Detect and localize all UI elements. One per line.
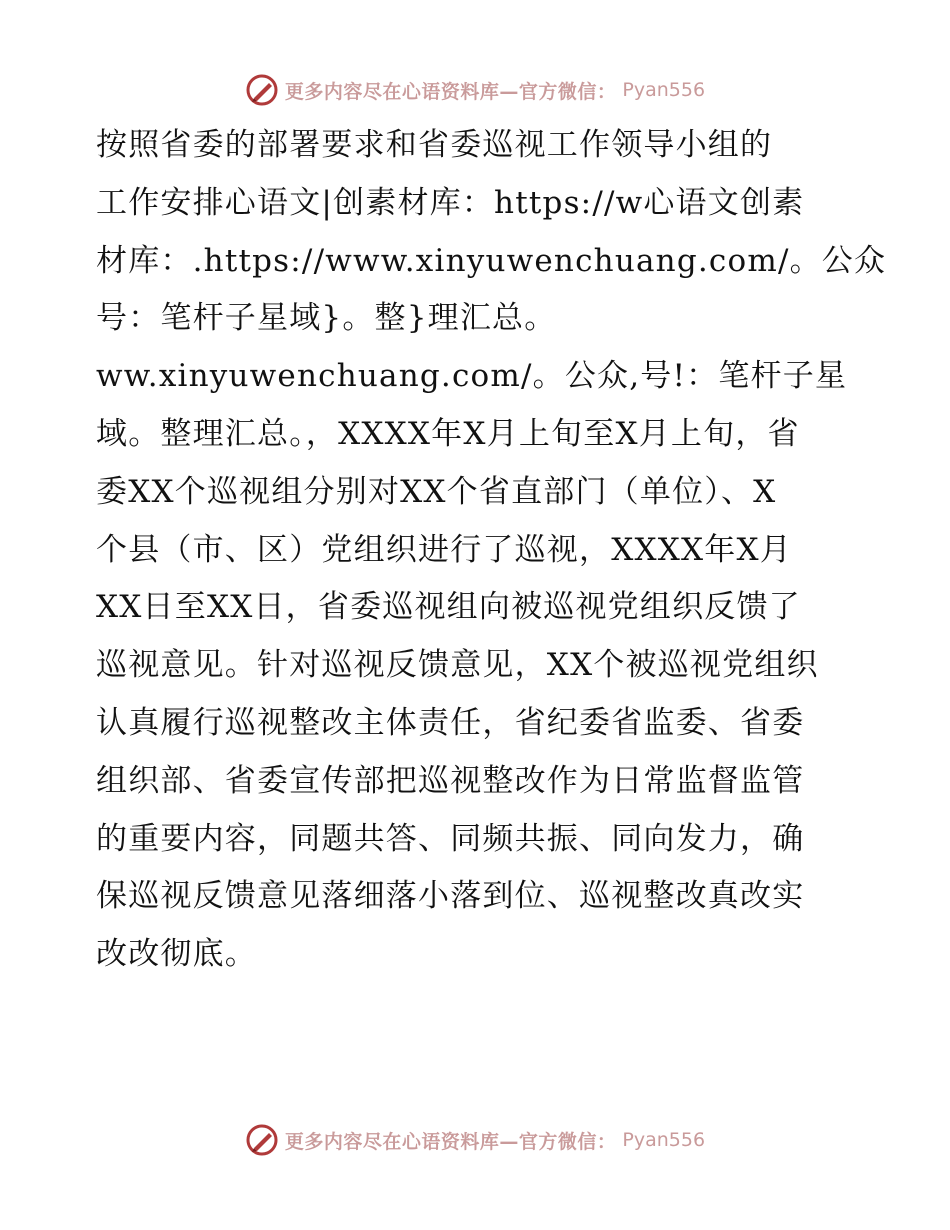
text-line: 按照省委的部署要求和省委巡视工作领导小组的 xyxy=(96,127,773,163)
header-account-id: Pyan556 xyxy=(622,79,706,101)
text-line: 认真履行巡视整改主体责任，省纪委省监委、省委 xyxy=(96,704,805,741)
text-line: 委XX个巡视组分别对XX个省直部门（单位）、X xyxy=(96,473,777,510)
header-banner-text: 更多内容尽在心语资料库—官方微信： xyxy=(284,80,617,103)
text-line: 材库：.https://www.xinyuwenchuang.com/。公众 xyxy=(96,242,887,279)
text-line: 的重要内容，同题共答、同频共振、同向发力，确 xyxy=(96,820,805,857)
document-body xyxy=(96,117,887,984)
pen-logo-icon xyxy=(245,73,279,107)
footer-account-id: Pyan556 xyxy=(622,1129,706,1151)
header-banner xyxy=(0,70,950,110)
text-line: 改改彻底。 xyxy=(96,936,257,973)
text-line: 巡视意见。针对巡视反馈意见，XX个被巡视党组织 xyxy=(96,647,819,684)
text-line: 工作安排心语文|创素材库：https://w心语文创素 xyxy=(96,184,805,221)
footer-banner xyxy=(0,1120,950,1160)
text-line: XX日至XX日，省委巡视组向被巡视党组织反馈了 xyxy=(96,589,801,626)
text-line: 保巡视反馈意见落细落小落到位、巡视整改真改实 xyxy=(96,878,805,915)
pen-logo-icon xyxy=(245,1123,279,1157)
text-line: 个县（市、区）党组织进行了巡视，XXXX年X月 xyxy=(96,531,792,568)
text-line: ww.xinyuwenchuang.com/。公众,号!：笔杆子星 xyxy=(96,358,848,395)
text-line: 域。整理汇总。，XXXX年X月上旬至X月上旬，省 xyxy=(96,415,800,452)
footer-banner-text: 更多内容尽在心语资料库—官方微信： xyxy=(284,1130,617,1153)
text-line: 组织部、省委宣传部把巡视整改作为日常监督监管 xyxy=(96,762,805,799)
text-line: 号：笔杆子星域}。整}理汇总。 xyxy=(96,300,557,337)
